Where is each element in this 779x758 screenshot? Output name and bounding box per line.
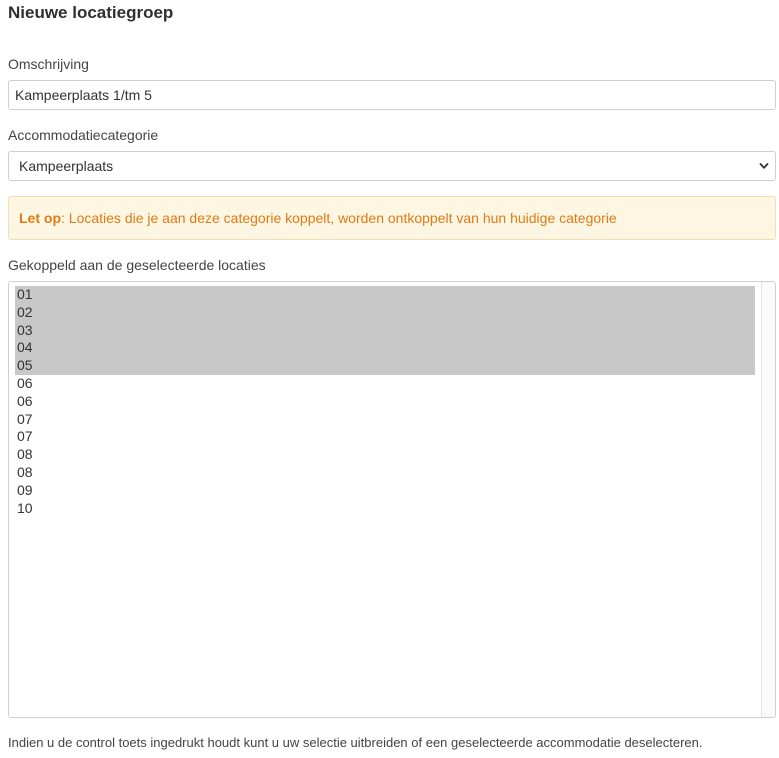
location-option[interactable]: 07 xyxy=(17,428,33,445)
locations-list xyxy=(15,286,755,517)
alert-message: : Locaties die je aan deze categorie koppelt, worden ontkoppelt van hun huidige categorie xyxy=(61,210,617,226)
category-select-value: Kampeerplaats xyxy=(19,158,114,174)
warning-alert xyxy=(8,196,776,240)
alert-strong-label: Let op xyxy=(19,210,61,226)
location-option[interactable]: 06 xyxy=(17,392,33,409)
location-option[interactable]: 08 xyxy=(17,446,33,463)
locations-multiselect[interactable] xyxy=(8,281,776,718)
category-label: Accommodatiecategorie xyxy=(8,127,159,143)
location-option[interactable]: 06 xyxy=(17,374,33,391)
locations-label: Gekoppeld aan de geselecteerde locaties xyxy=(8,257,266,273)
chevron-down-icon xyxy=(759,161,769,171)
location-option[interactable]: 01 xyxy=(15,286,755,304)
listbox-scrollbar[interactable] xyxy=(761,282,775,717)
selection-help-text: Indien u de control toets ingedrukt houdt kunt u uw selectie uitbreiden of een geselecteerde accommodatie deselecteren. xyxy=(8,735,703,750)
location-option[interactable]: 09 xyxy=(17,481,33,498)
description-input[interactable] xyxy=(8,80,776,110)
location-option[interactable]: 03 xyxy=(15,322,755,340)
location-option[interactable]: 02 xyxy=(15,304,755,322)
location-option[interactable]: 08 xyxy=(17,463,33,480)
location-option[interactable]: 07 xyxy=(17,410,33,427)
location-option[interactable]: 05 xyxy=(15,357,755,375)
page-title: Nieuwe locatiegroep xyxy=(8,3,174,22)
description-label: Omschrijving xyxy=(8,56,89,72)
category-select[interactable] xyxy=(8,151,776,181)
location-option[interactable]: 10 xyxy=(17,499,33,516)
location-option[interactable]: 04 xyxy=(15,339,755,357)
